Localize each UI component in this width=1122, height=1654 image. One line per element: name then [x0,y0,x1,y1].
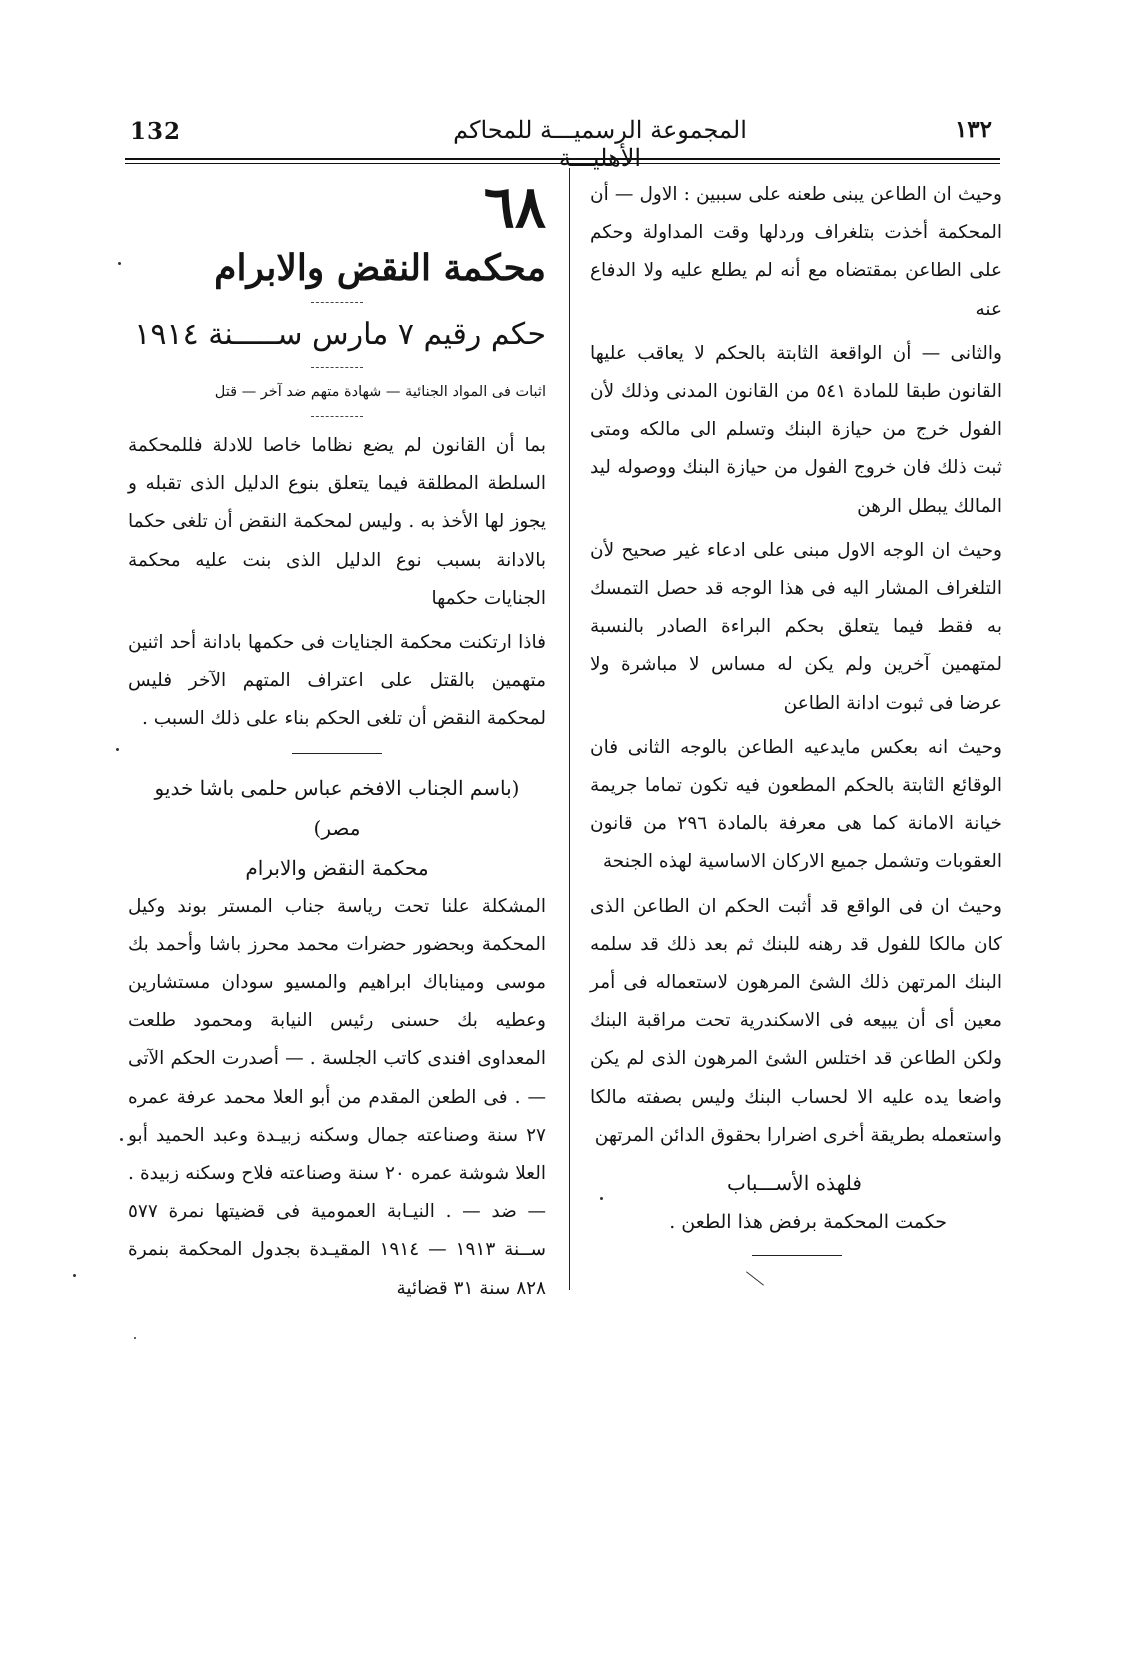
proceedings-paragraph: المشكلة علنا تحت رياسة جناب المستر بوند وكيل المحكمة وبحضور حضرات محمد محرز باشا وأحمد بك موسى وميناباك ابراهيم والمسيو سودان مستشارين وعطيه بك حسنى رئيس النيابة ومحمود طلعت المعداوى افندى كاتب الجلسة . — أصدرت الحكم الآتى — . فى الطعن المقدم من أبو العلا محمد عرفة عمره ٢٧ سنة وصناعته جمال وسكنه زبيـدة وعبد الحميد أبو العلا شوشة عمره ٢٠ سنة وصناعته فلاح وسكنه زبيدة . — ضد — . النيـابة العمومية فى قضيتها نمرة ٥٧٧ ســنة ١٩١٣ — ١٩١٤ المقيـدة بجدول المحكمة بنمرة ٨٢٨ سنة ٣١ قضائية [128,895,546,1299]
case-keywords: اثبات فى المواد الجنائية — شهادة متهم ضد آخر — قتل [214,384,546,400]
page-number-latin: 132 [130,118,182,145]
for-these-reasons-heading: فلهذه الأســـباب [727,1171,862,1196]
court-name: محكمة النقض والابرام [214,247,546,289]
scan-speck [73,1274,76,1277]
reasoning-paragraph-1: وحيث ان الطاعن يبنى طعنه على سببين : الاول — أن المحكمة أخذت بتلغراف وردلها وقت المداولة وحكم على الطاعن بمقتضاه مع أنه لم يطلع عليه ولا الدفاع عنه [590,184,1002,320]
separator [311,302,363,303]
right-column [590,176,1002,1256]
page-number-arabic: ١٣٢ [954,116,992,143]
verdict-date: حكم رقيم ٧ مارس ســـــنة ١٩١٤ [134,317,546,352]
ruling-text: حكمت المحكمة برفض هذا الطعن . [669,1211,947,1234]
scan-stroke [746,1271,764,1285]
section-separator [292,753,382,754]
column-divider [569,168,570,1290]
header-rule [125,158,1000,160]
separator [311,367,363,368]
journal-title: المجموعة الرسميـــة للمحاكم الأهليـــة [453,116,747,172]
scan-speck [600,1197,603,1200]
reasoning-paragraph-4: وحيث انه بعكس مايدعيه الطاعن بالوجه الثانى فان الوقائع الثابتة بالحكم المطعون فيه تكون تماما جريمة خيانة الامانة كما هى معرفة بالمادة ٢٩٦ من قانون العقوبات وتشمل جميع الاركان الاساسية لهذه الجنحة [590,736,1002,873]
left-column [128,173,546,1314]
scan-speck [120,1138,123,1141]
reasoning-paragraph-5: وحيث ان فى الواقع قد أثبت الحكم ان الطاعن الذى كان مالكا للفول قد رهنه للبنك ثم بعد ذلك قد سلمه البنك المرتهن ذلك الشئ المرهون لاستعماله فى أمر معين أى أن يبيعه فى الاسكندرية تحت مراقبة البنك ولكن الطاعن قد اختلس الشئ المرهون الذى لم يكن واضعا يده عليه الا لحساب البنك وليس بصفته مالكا واستعمله بطريقة أخرى اضرارا بحقوق الدائن المرتهن [590,895,1002,1146]
scan-speck [118,262,121,265]
principle-paragraph-1: بما أن القانون لم يضع نظاما خاصا للادلة فللمحكمة السلطة المطلقة فيما يتعلق بنوع الدليل الذى تقبله و يجوز لها الأخذ به . وليس لمحكمة النقض أن تلغى حكما بالادانة بسبب نوع الدليل الذى بنت عليه محكمة الجنايات حكمها [128,435,546,609]
case-number: ٦٨ [483,173,546,241]
scan-speck [134,1337,136,1339]
court-subheading: محكمة النقض والابرام [245,855,429,880]
scan-speck [116,748,119,751]
reasoning-paragraph-2: والثانى — أن الواقعة الثابتة بالحكم لا يعاقب عليها القانون طبقا للمادة ٥٤١ من القانون المدنى وذلك لأن الفول خرج من حيازة البنك وتسلم الى مالكه ومتى ثبت ذلك فان خروج الفول من حيازة البنك ووصوله ليد المالك يبطل الرهن [590,342,1002,517]
in-the-name-heading: (باسم الجناب الافخم عباس حلمى باشا خديو مصر) [154,775,520,840]
header-rule-thin [125,163,1000,164]
reasoning-paragraph-3: وحيث ان الوجه الاول مبنى على ادعاء غير صحيح لأن التلغراف المشار اليه فى هذا الوجه قد حصل التمسك به فقط فيما يتعلق بحكم البراءة الصادر بالنسبة لمتهمين آخرين ولم يكن له مساس لا مباشرة ولا عرضا فى ثبوت ادانة الطاعن [590,539,1002,714]
separator [311,416,363,417]
principle-paragraph-2: فاذا ارتكنت محكمة الجنايات فى حكمها بادانة أحد اثنين متهمين بالقتل على اعتراف المتهم الآخر فليس لمحكمة النقض أن تلغى الحكم بناء على ذلك السبب . [128,632,546,730]
end-separator [752,1255,842,1256]
